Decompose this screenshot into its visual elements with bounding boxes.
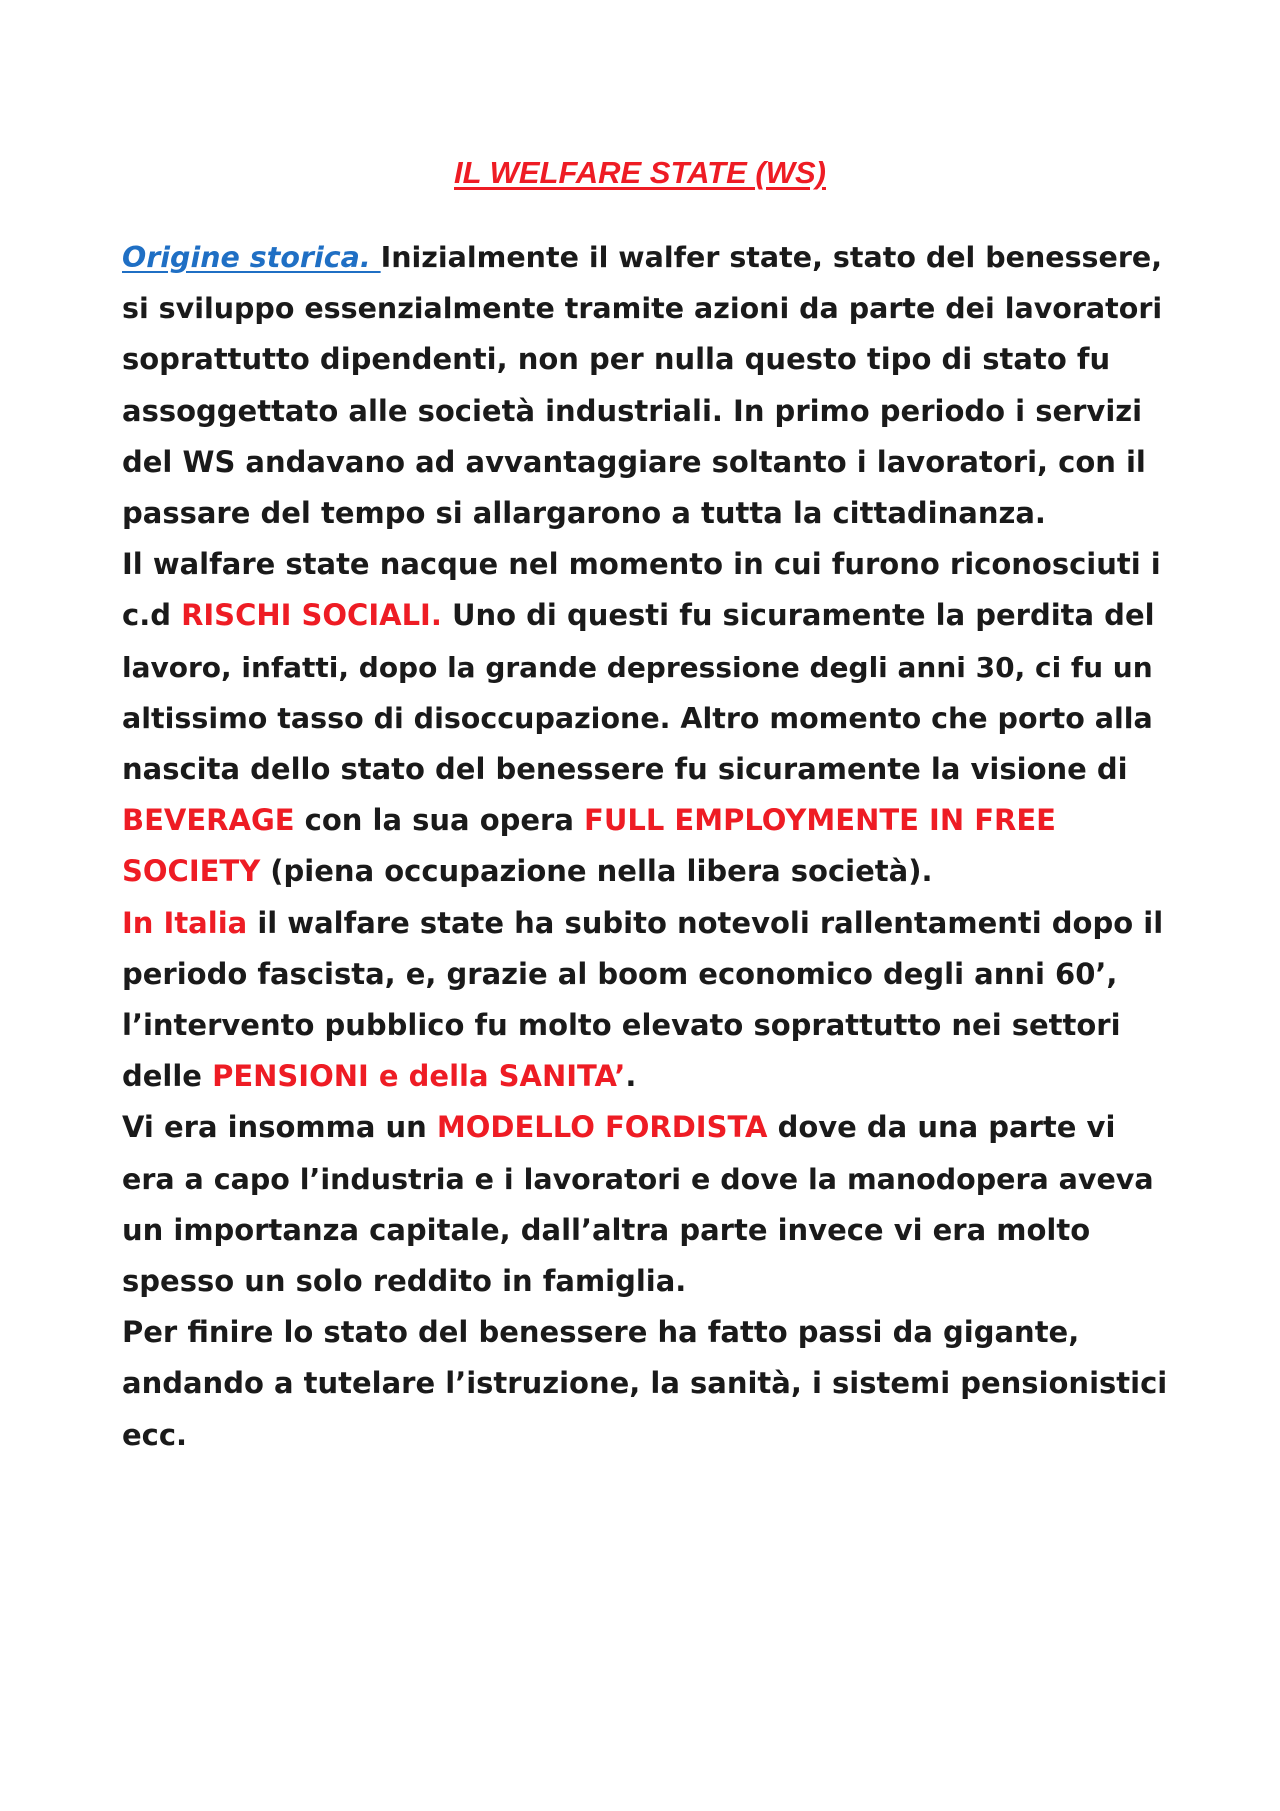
- text-line: [122, 846, 1167, 897]
- highlighted-term: MODELLO FORDISTA: [436, 1110, 768, 1145]
- body-text-segment: era a capo l’industria e i lavoratori e dove la manodopera aveva: [122, 1162, 1154, 1196]
- body-text-segment: Il walfare state nacque nel momento in cui furono riconosciuti i: [122, 547, 1161, 582]
- body-text-segment: un importanza capitale, dall’altra parte invece vi era molto: [122, 1212, 1091, 1247]
- text-line: [122, 488, 1167, 539]
- text-line: [122, 283, 1167, 334]
- text-line: [122, 795, 1167, 846]
- body-text-segment: soprattutto dipendenti, non per nulla questo tipo di stato fu: [122, 342, 1111, 377]
- text-line: [122, 1410, 1167, 1461]
- text-line: [122, 949, 1167, 1000]
- highlighted-term: PENSIONI e della SANITA’: [212, 1059, 626, 1094]
- text-line: [122, 744, 1167, 795]
- document-body: [122, 232, 1167, 1461]
- body-text-segment: nascita dello stato del benessere fu sicuramente la visione di: [122, 752, 1128, 787]
- body-text-segment: Vi era insomma un: [122, 1110, 437, 1145]
- body-text-segment: passare del tempo si allargarono a tutta la cittadinanza.: [122, 496, 1046, 531]
- text-line: [122, 590, 1167, 641]
- body-text-segment: Inizialmente il walfer state, stato del benessere,: [380, 241, 1163, 274]
- body-text-segment: periodo fascista, e, grazie al boom economico degli anni 60’,: [122, 956, 1118, 991]
- text-line: [122, 1000, 1167, 1051]
- body-text-segment: c.d: [122, 598, 182, 633]
- section-heading-link[interactable]: Origine storica.: [122, 241, 381, 274]
- body-text-segment: del WS andavano ad avvantaggiare soltanto i lavoratori, con il: [122, 444, 1146, 479]
- text-line: [122, 334, 1167, 385]
- body-text-segment: Per finire lo stato del benessere ha fatto passi da gigante,: [122, 1315, 1080, 1350]
- highlighted-term: In Italia: [122, 905, 248, 940]
- body-text-segment: assoggettato alle società industriali. In primo periodo i servizi: [122, 393, 1143, 428]
- body-text-segment: (piena occupazione nella libera società).: [260, 854, 933, 889]
- highlighted-term: BEVERAGE: [122, 803, 295, 838]
- body-text-segment: dove da una parte vi: [767, 1110, 1116, 1145]
- highlighted-term: FULL EMPLOYMENTE IN FREE: [584, 803, 1056, 838]
- text-line: [122, 1051, 1167, 1102]
- text-line: [122, 539, 1167, 590]
- text-line: [122, 1154, 1167, 1205]
- text-line: [122, 386, 1167, 437]
- body-text-segment: il walfare state ha subito notevoli rallentamenti dopo il: [247, 905, 1164, 940]
- body-text-segment: spesso un solo reddito in famiglia.: [122, 1264, 687, 1299]
- body-text-segment: altissimo tasso di disoccupazione. Altro momento che porto alla: [122, 701, 1153, 735]
- body-text-segment: ecc.: [122, 1417, 188, 1452]
- text-line: [122, 1358, 1167, 1409]
- text-line: [122, 1256, 1167, 1307]
- text-line: [122, 232, 1167, 283]
- text-line: [122, 1307, 1167, 1358]
- body-text-segment: delle: [122, 1059, 213, 1094]
- text-line: [122, 1102, 1167, 1153]
- text-line: [122, 1205, 1167, 1256]
- text-line: [122, 898, 1167, 949]
- text-line: [122, 642, 1167, 693]
- body-text-segment: l’intervento pubblico fu molto elevato soprattutto nei settori: [122, 1008, 1121, 1043]
- text-line: [122, 693, 1167, 744]
- text-line: [122, 437, 1167, 488]
- body-text-segment: si sviluppo essenzialmente tramite azioni da parte dei lavoratori: [122, 292, 1163, 326]
- body-text-segment: andando a tutelare l’istruzione, la sanità, i sistemi pensionistici: [122, 1366, 1168, 1401]
- body-text-segment: Uno di questi fu sicuramente la perdita del: [441, 598, 1155, 633]
- highlighted-term: RISCHI SOCIALI.: [181, 598, 442, 633]
- document-title: IL WELFARE STATE (WS): [454, 155, 826, 190]
- highlighted-term: SOCIETY: [122, 854, 261, 889]
- body-text-segment: con la sua opera: [294, 803, 585, 838]
- body-text-segment: lavoro, infatti, dopo la grande depressione degli anni 30, ci fu un: [122, 650, 1153, 684]
- body-text-segment: .: [625, 1059, 637, 1094]
